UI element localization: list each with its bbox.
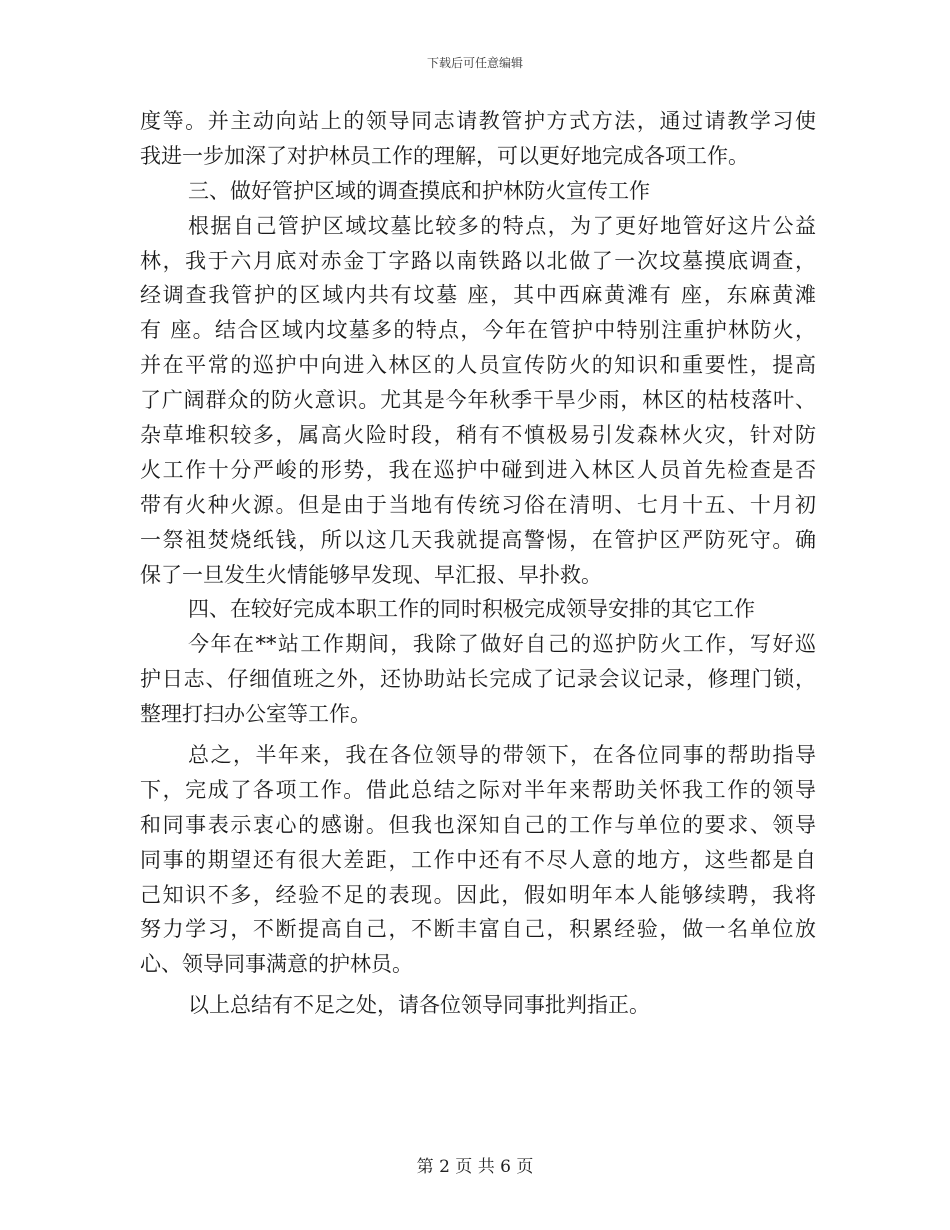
text-line: 下，完成了各项工作。借此总结之际对半年来帮助关怀我工作的领导 xyxy=(140,777,816,802)
text-line: 心、领导同事满意的护林员。 xyxy=(140,952,413,977)
text-line: 努力学习，不断提高自己，不断丰富自己，积累经验，做一名单位放 xyxy=(140,917,816,942)
text-line: 己知识不多，经验不足的表现。因此，假如明年本人能够续聘，我将 xyxy=(140,882,816,907)
document-body xyxy=(140,104,816,1023)
page-footer: 第 2 页 共 6 页 xyxy=(416,1157,534,1177)
text-line: 总之，半年来，我在各位领导的带领下，在各位同事的帮助指导 xyxy=(188,743,816,768)
text-line: 杂草堆积较多，属高火险时段，稍有不慎极易引发森林火灾，针对防 xyxy=(140,423,816,448)
text-line: 同事的期望还有很大差距，工作中还有不尽人意的地方，这些都是自 xyxy=(140,847,816,872)
section-heading: 三、做好管护区域的调查摸底和护林防火宣传工作 xyxy=(188,178,650,203)
text-line: 带有火种火源。但是由于当地有传统习俗在清明、七月十五、十月初 xyxy=(140,492,816,517)
text-line: 度等。并主动向站上的领导同志请教管护方式方法，通过请教学习使 xyxy=(140,109,816,133)
text-line: 一祭祖焚烧纸钱，所以这几天我就提高警惕，在管护区严防死守。确 xyxy=(140,527,816,552)
page-header: 下载后可任意编辑 xyxy=(426,56,523,70)
text-line: 林，我于六月底对赤金丁字路以南铁路以北做了一次坟墓摸底调查， xyxy=(140,248,816,273)
section-heading: 四、在较好完成本职工作的同时积极完成领导安排的其它工作 xyxy=(188,597,755,622)
text-line: 根据自己管护区域坟墓比较多的特点，为了更好地管好这片公益 xyxy=(188,213,816,238)
text-line: 火工作十分严峻的形势，我在巡护中碰到进入林区人员首先检查是否 xyxy=(140,457,816,482)
text-line: 了广阔群众的防火意识。尤其是今年秋季干旱少雨，林区的枯枝落叶、 xyxy=(140,388,816,413)
text-line: 我进一步加深了对护林员工作的理解，可以更好地完成各项工作。 xyxy=(140,143,749,168)
text-line: 有 座。结合区域内坟墓多的特点，今年在管护中特别注重护林防火， xyxy=(140,318,816,343)
text-line: 整理打扫办公室等工作。 xyxy=(140,702,371,727)
text-line: 保了一旦发生火情能够早发现、早汇报、早扑救。 xyxy=(140,562,602,587)
text-line: 今年在**站工作期间，我除了做好自己的巡护防火工作，写好巡 xyxy=(188,632,816,657)
text-line: 护日志、仔细值班之外，还协助站长完成了记录会议记录，修理门锁， xyxy=(140,667,816,692)
text-line: 和同事表示衷心的感谢。但我也深知自己的工作与单位的要求、领导 xyxy=(140,812,816,837)
text-line: 并在平常的巡护中向进入林区的人员宣传防火的知识和重要性，提高 xyxy=(140,353,816,378)
text-line: 经调查我管护的区域内共有坟墓 座，其中西麻黄滩有 座，东麻黄滩 xyxy=(140,283,816,308)
text-line: 以上总结有不足之处，请各位领导同事批判指正。 xyxy=(188,993,650,1018)
